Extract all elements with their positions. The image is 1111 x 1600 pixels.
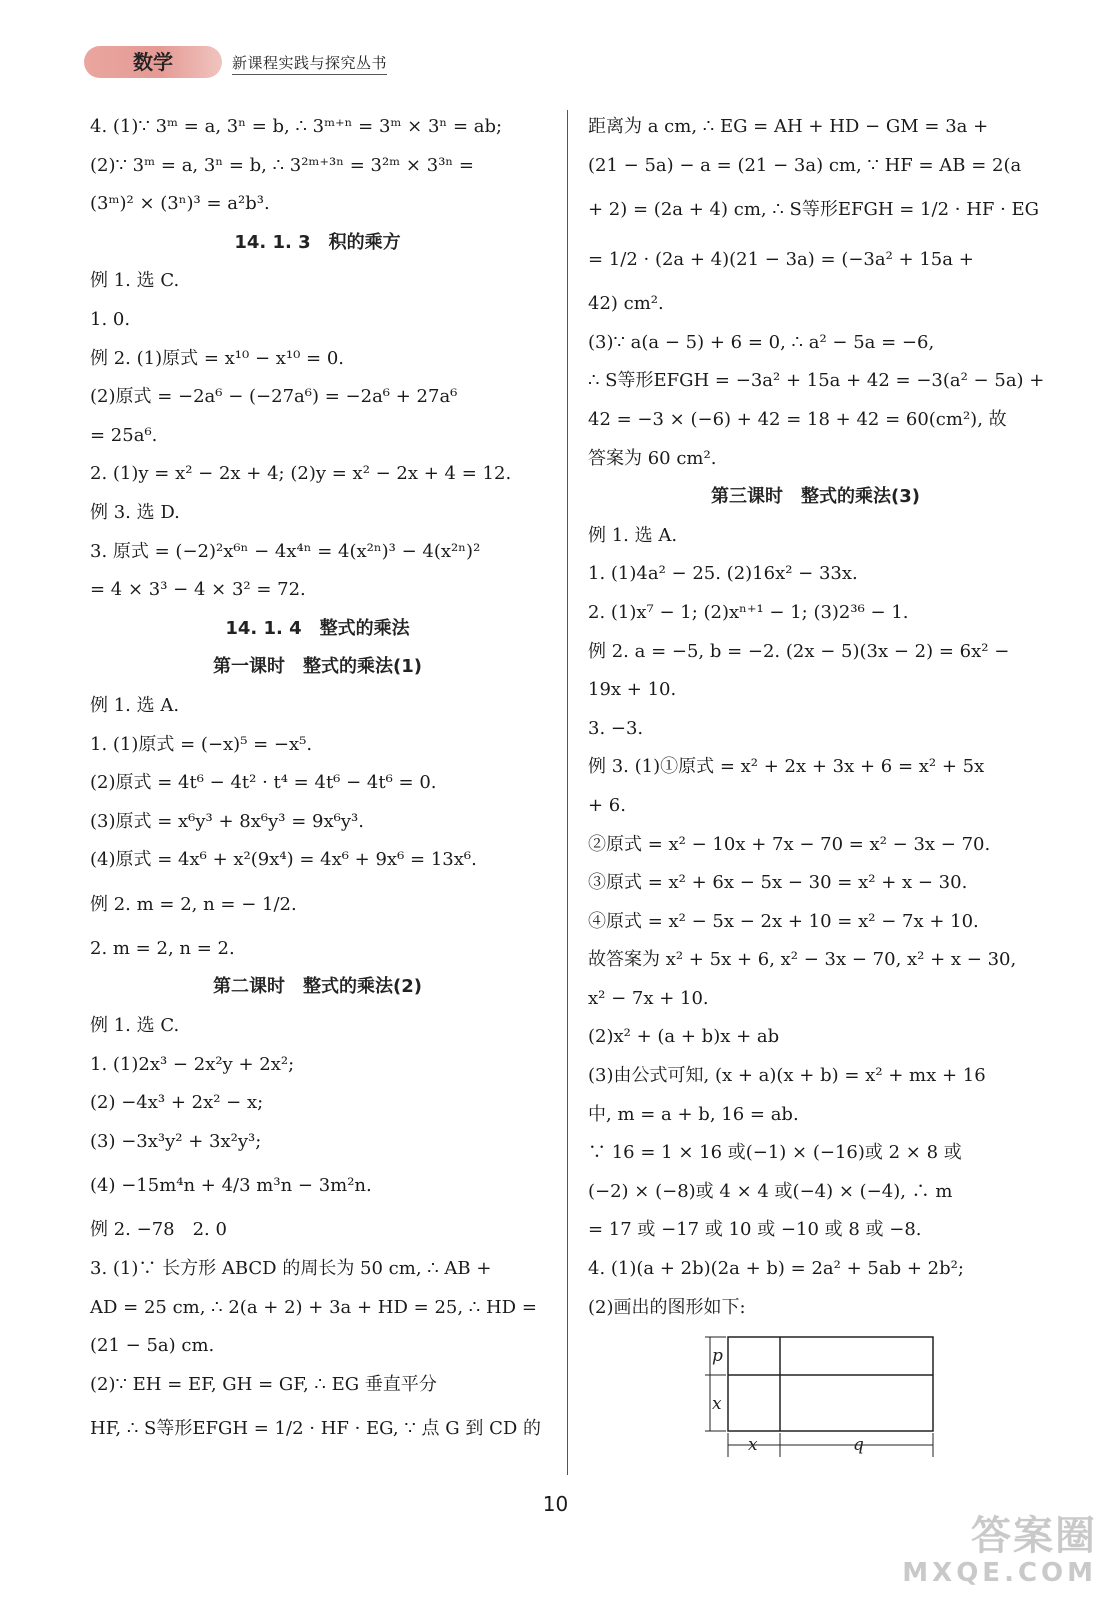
- text-line: (3ᵐ)² × (3ⁿ)³ = a²b³.: [90, 193, 270, 215]
- text-line: 例 1. 选 C.: [90, 1015, 180, 1037]
- text-line: (3)原式 = x⁶y³ + 8x⁶y³ = 9x⁶y³.: [90, 810, 364, 832]
- text-line: (4) −15m⁴n + 4/3 m³n − 3m²n.: [90, 1175, 372, 1197]
- watermark-title: 答案圈: [971, 1513, 1097, 1559]
- rectangle-figure: [698, 1333, 1048, 1463]
- text-line: 例 2. m = 2, n = − 1/2.: [90, 893, 297, 915]
- text-line: AD = 25 cm, ∴ 2(a + 2) + 3a + HD = 25, ∴ HD =: [90, 1296, 537, 1318]
- text-line: 1. 0.: [90, 308, 131, 330]
- text-line: = 1/2 · (2a + 4)(21 − 3a) = (−3a² + 15a +: [588, 249, 974, 271]
- lesson-heading: 第一课时 整式的乘法(1): [213, 656, 422, 678]
- text-line: 3. 原式 = (−2)²x⁶ⁿ − 4x⁴ⁿ = 4(x²ⁿ)³ − 4(x²ⁿ)²: [90, 540, 481, 562]
- text-line: (21 − 5a) cm.: [90, 1335, 215, 1357]
- page-number: 10: [542, 1492, 569, 1516]
- label-x-left: x: [712, 1394, 722, 1415]
- text-line: 例 3. (1)①原式 = x² + 2x + 3x + 6 = x² + 5x: [588, 756, 985, 778]
- text-line: 1. (1)原式 = (−x)⁵ = −x⁵.: [90, 733, 313, 755]
- text-line: ④原式 = x² − 5x − 2x + 10 = x² − 7x + 10.: [588, 910, 979, 932]
- text-line: ②原式 = x² − 10x + 7x − 70 = x² − 3x − 70.: [588, 833, 991, 855]
- section-heading: 14. 1. 4 整式的乘法: [225, 617, 410, 639]
- text-line: (2)原式 = −2a⁶ − (−27a⁶) = −2a⁶ + 27a⁶: [90, 386, 458, 408]
- text-line: (2) −4x³ + 2x² − x;: [90, 1092, 264, 1114]
- text-line: ∴ S等形EFGH = −3a² + 15a + 42 = −3(a² − 5a) +: [588, 370, 1045, 392]
- text-line: (2)∵ 3ᵐ = a, 3ⁿ = b, ∴ 3²ᵐ⁺³ⁿ = 3²ᵐ × 3³ⁿ =: [90, 154, 474, 176]
- text-line: x² − 7x + 10.: [588, 987, 709, 1009]
- lesson-heading: 第三课时 整式的乘法(3): [711, 486, 920, 508]
- text-line: + 2) = (2a + 4) cm, ∴ S等形EFGH = 1/2 · HF · EG: [588, 199, 1040, 221]
- text-line: 距离为 a cm, ∴ EG = AH + HD − GM = 3a +: [588, 116, 989, 137]
- text-line: (3) −3x³y² + 3x²y³;: [90, 1130, 262, 1152]
- text-line: HF, ∴ S等形EFGH = 1/2 · HF · EG, ∵ 点 G 到 CD 的: [90, 1418, 542, 1440]
- text-line: 例 2. (1)原式 = x¹⁰ − x¹⁰ = 0.: [90, 347, 345, 369]
- text-line: 4. (1)(a + 2b)(2a + b) = 2a² + 5ab + 2b²;: [588, 1258, 964, 1280]
- text-line: = 17 或 −17 或 10 或 −10 或 8 或 −8.: [588, 1219, 922, 1241]
- label-q: q: [853, 1435, 864, 1456]
- text-line: 中, m = a + b, 16 = ab.: [588, 1103, 799, 1125]
- text-line: 2. (1)x⁷ − 1; (2)xⁿ⁺¹ − 1; (3)2³⁶ − 1.: [588, 601, 909, 623]
- text-line: (4)原式 = 4x⁶ + x²(9x⁴) = 4x⁶ + 9x⁶ = 13x⁶.: [90, 849, 477, 871]
- text-line: 4. (1)∵ 3ᵐ = a, 3ⁿ = b, ∴ 3ᵐ⁺ⁿ = 3ᵐ × 3ⁿ = ab;: [90, 116, 503, 137]
- rectangle-diagram: [698, 1333, 1048, 1463]
- text-line: 答案为 60 cm².: [588, 447, 717, 469]
- lesson-heading: 第二课时 整式的乘法(2): [213, 976, 422, 998]
- text-line: 例 1. 选 C.: [90, 270, 180, 292]
- text-line: (2)x² + (a + b)x + ab: [588, 1026, 780, 1048]
- section-heading: 14. 1. 3 积的乘方: [234, 231, 401, 253]
- watermark-domain: MXQE.COM: [902, 1558, 1097, 1588]
- outer-rect: [728, 1337, 933, 1431]
- series-title: 新课程实践与探究丛书: [232, 52, 387, 75]
- text-line: 42) cm².: [588, 293, 664, 315]
- text-line: 42 = −3 × (−6) + 42 = 18 + 42 = 60(cm²), 故: [588, 408, 1007, 430]
- text-line: 例 2. −78 2. 0: [90, 1219, 227, 1241]
- text-line: 3. (1)∵ 长方形 ABCD 的周长为 50 cm, ∴ AB +: [90, 1258, 492, 1280]
- label-p: p: [712, 1346, 723, 1367]
- left-column: [90, 108, 545, 1454]
- label-x-bottom: x: [748, 1435, 758, 1456]
- text-line: 3. −3.: [588, 717, 644, 739]
- text-line: ∵ 16 = 1 × 16 或(−1) × (−16)或 2 × 8 或: [588, 1142, 962, 1164]
- text-line: 2. m = 2, n = 2.: [90, 937, 235, 959]
- subject-label: 数学: [133, 50, 173, 74]
- text-line: 例 2. a = −5, b = −2. (2x − 5)(3x − 2) = 6x² −: [588, 640, 1010, 662]
- text-line: (3)∵ a(a − 5) + 6 = 0, ∴ a² − 5a = −6,: [588, 331, 935, 353]
- text-line: 19x + 10.: [588, 679, 677, 701]
- text-line: + 6.: [588, 794, 626, 816]
- text-line: 例 1. 选 A.: [588, 524, 678, 546]
- page-header: [84, 42, 404, 82]
- text-line: (3)由公式可知, (x + a)(x + b) = x² + mx + 16: [588, 1065, 986, 1087]
- text-line: 例 1. 选 A.: [90, 694, 180, 716]
- right-column: [588, 108, 1043, 1463]
- watermark: [902, 1514, 1097, 1588]
- text-line: 1. (1)4a² − 25. (2)16x² − 33x.: [588, 563, 858, 585]
- text-line: (2)画出的图形如下:: [588, 1296, 746, 1318]
- text-line: 例 3. 选 D.: [90, 501, 180, 523]
- text-line: 1. (1)2x³ − 2x²y + 2x²;: [90, 1053, 295, 1075]
- text-line: (−2) × (−8)或 4 × 4 或(−4) × (−4), ∴ m: [588, 1180, 953, 1202]
- text-line: = 25a⁶.: [90, 424, 158, 446]
- text-line: (2)∵ EH = EF, GH = GF, ∴ EG 垂直平分: [90, 1373, 437, 1395]
- text-line: (21 − 5a) − a = (21 − 3a) cm, ∵ HF = AB = 2(a: [588, 154, 1022, 176]
- text-line: (2)原式 = 4t⁶ − 4t² · t⁴ = 4t⁶ − 4t⁶ = 0.: [90, 772, 437, 794]
- text-line: = 4 × 3³ − 4 × 3² = 72.: [90, 579, 306, 601]
- text-line: ③原式 = x² + 6x − 5x − 30 = x² + x − 30.: [588, 872, 968, 894]
- column-divider: [567, 110, 568, 1475]
- text-line: 2. (1)y = x² − 2x + 4; (2)y = x² − 2x + 4 = 12.: [90, 463, 512, 485]
- text-line: 故答案为 x² + 5x + 6, x² − 3x − 70, x² + x − 30,: [588, 949, 1017, 971]
